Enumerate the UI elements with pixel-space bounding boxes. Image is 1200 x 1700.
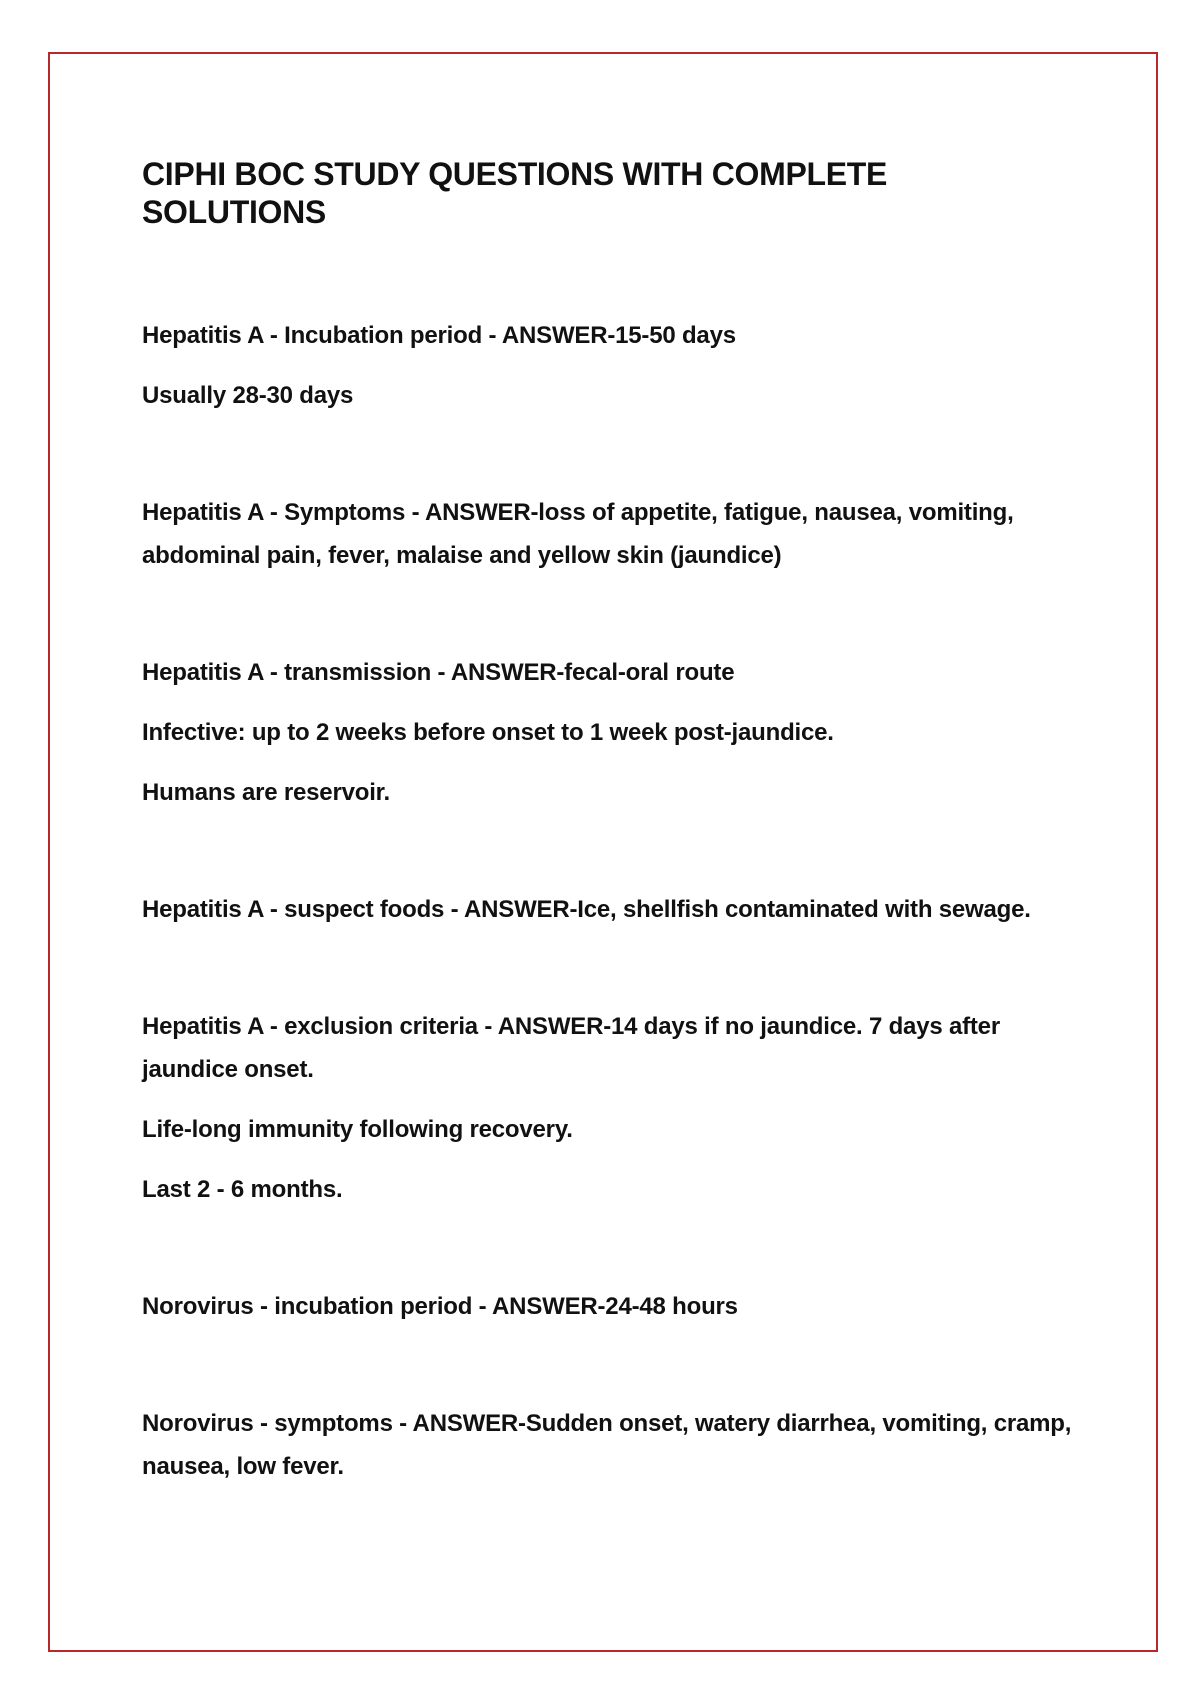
qa-line: Usually 28-30 days: [142, 381, 354, 409]
qa-item-hepa-transmission: [142, 651, 1072, 814]
qa-item-hepa-incubation: [142, 314, 1072, 417]
qa-line: Norovirus - incubation period - ANSWER-24-48 hours: [142, 1292, 738, 1320]
qa-line: Humans are reservoir.: [142, 778, 390, 806]
document-title: CIPHI BOC STUDY QUESTIONS WITH COMPLETE SOLUTIONS: [142, 156, 888, 231]
qa-line: Hepatitis A - Symptoms - ANSWER-loss of appetite, fatigue, nausea, vomiting, abdominal pain, fever, malaise and yellow skin (jaundice): [142, 498, 1014, 569]
qa-line: Hepatitis A - transmission - ANSWER-fecal-oral route: [142, 658, 735, 686]
qa-item-hepa-suspect-foods: [142, 888, 1072, 931]
qa-line: Last 2 - 6 months.: [142, 1175, 343, 1203]
qa-line: Hepatitis A - exclusion criteria - ANSWER-14 days if no jaundice. 7 days after jaundice onset.: [142, 1012, 1000, 1083]
qa-item-noro-incubation: [142, 1285, 1072, 1328]
qa-line: Infective: up to 2 weeks before onset to 1 week post-jaundice.: [142, 718, 834, 746]
qa-line: Hepatitis A - suspect foods - ANSWER-Ice, shellfish contaminated with sewage.: [142, 895, 1031, 923]
qa-item-noro-symptoms: [142, 1402, 1072, 1488]
qa-item-hepa-symptoms: [142, 491, 1072, 577]
qa-line: Norovirus - symptoms - ANSWER-Sudden onset, watery diarrhea, vomiting, cramp, nausea, low fever.: [142, 1409, 1072, 1480]
qa-line: Hepatitis A - Incubation period - ANSWER-15-50 days: [142, 321, 736, 349]
qa-line: Life-long immunity following recovery.: [142, 1115, 573, 1143]
document-body: [142, 155, 1072, 1562]
qa-item-hepa-exclusion: [142, 1005, 1072, 1211]
